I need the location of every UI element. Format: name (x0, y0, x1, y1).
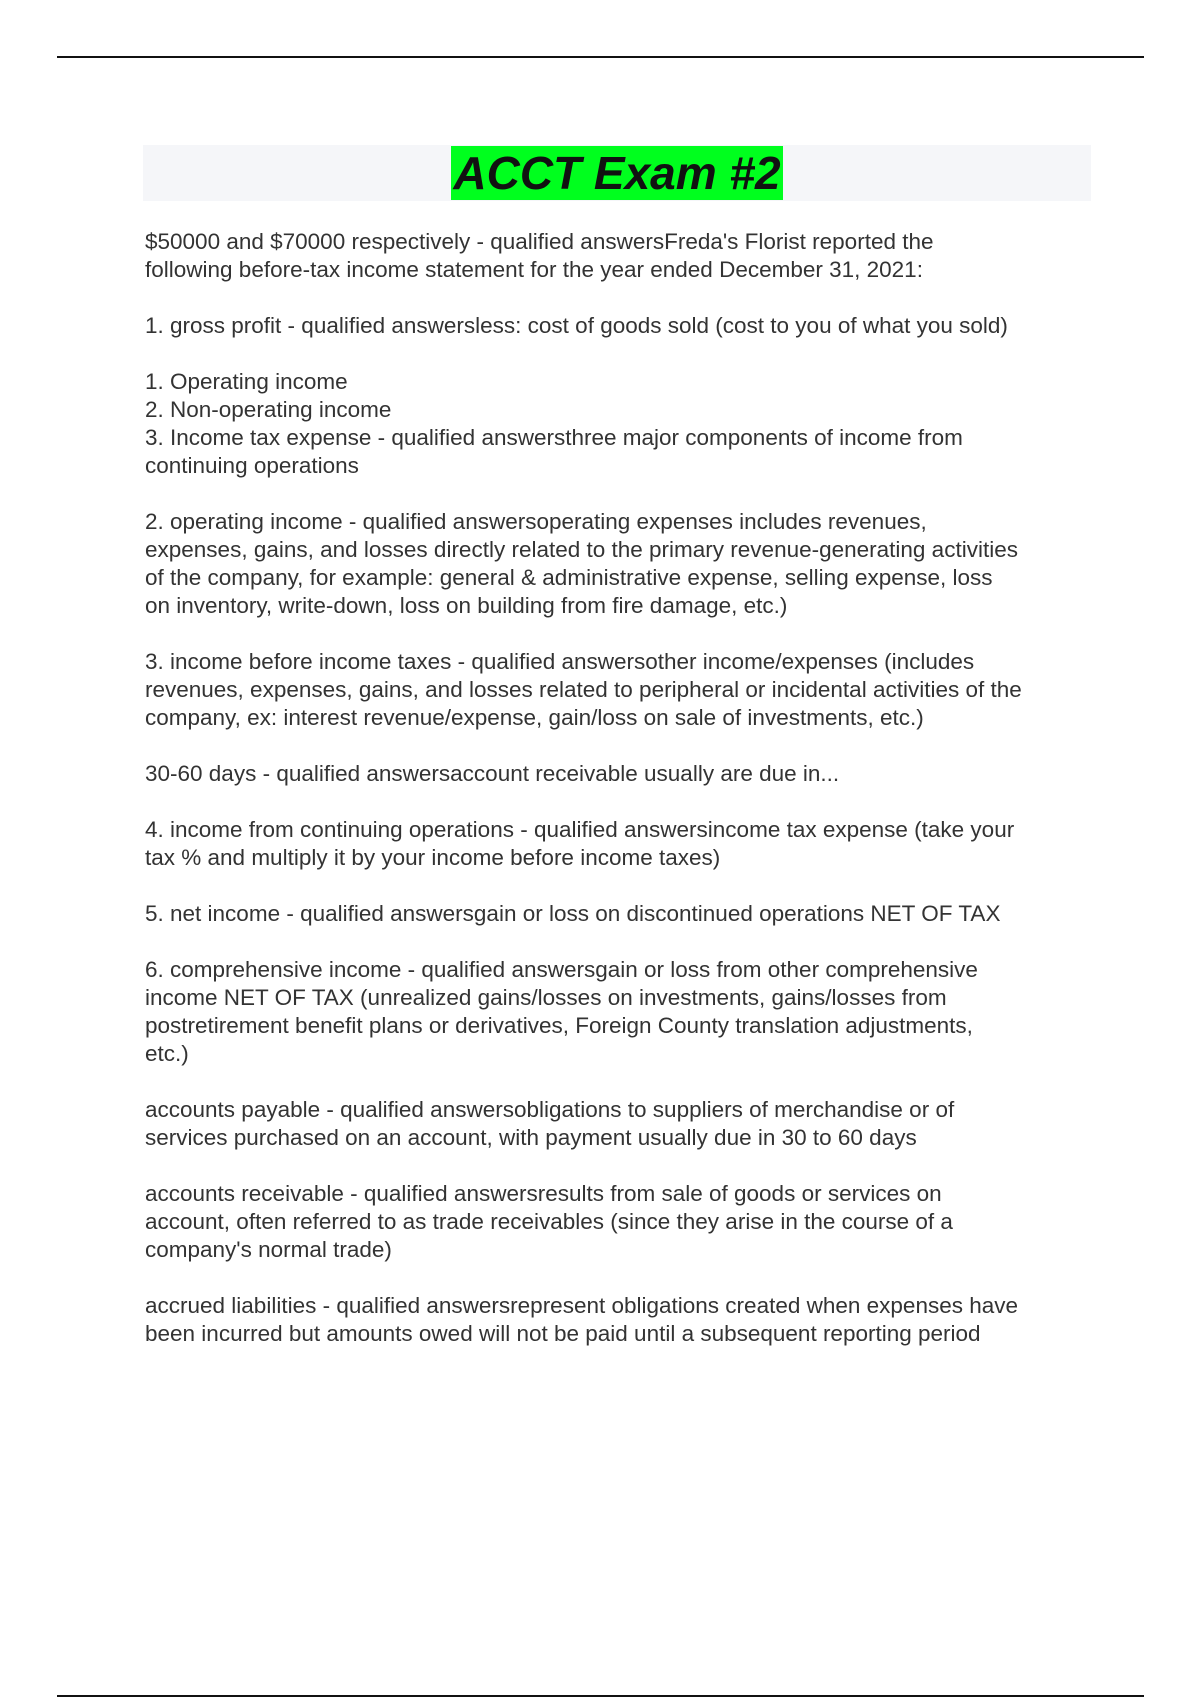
document-body (145, 228, 1105, 1376)
paragraph-comprehensive-income: 6. comprehensive income - qualified answersgain or loss from other comprehensive income NET OF TAX (unrealized gains/losses on investments, gains/losses from postretirement benefit plans or derivatives, Foreign County translation adjustments, etc.) (145, 957, 978, 1066)
paragraph-income-before-taxes: 3. income before income taxes - qualified answersother income/expenses (includes revenues, expenses, gains, and losses related to peripheral or incidental activities of the company, ex: interest revenue/expense, gain/loss on sale of investments, etc.) (145, 649, 1022, 730)
paragraph-accrued-liabilities: accrued liabilities - qualified answersrepresent obligations created when expenses have been incurred but amounts owed will not be paid until a subsequent reporting period (145, 1293, 1019, 1346)
paragraph-30-60-days: 30-60 days - qualified answersaccount receivable usually are due in... (145, 761, 840, 786)
top-rule (57, 56, 1144, 58)
paragraph-continuing-operations: 4. income from continuing operations - qualified answersincome tax expense (take your tax % and multiply it by your income before income taxes) (145, 817, 1015, 870)
paragraph-gross-profit: 1. gross profit - qualified answersless: cost of goods sold (cost to you of what you sold) (145, 313, 1008, 338)
title-band (143, 145, 1091, 201)
paragraph-freda-florist: $50000 and $70000 respectively - qualified answersFreda's Florist reported the following before-tax income statement for the year ended December 31, 2021: (145, 229, 934, 282)
page-title: ACCT Exam #2 (453, 147, 781, 199)
paragraph-operating-income: 2. operating income - qualified answersoperating expenses includes revenues, expenses, gains, and losses directly related to the primary revenue-generating activities of the company, for example: general & administrative expense, selling expense, loss on inventory, write-down, loss on building from fire damage, etc.) (145, 509, 1018, 618)
paragraph-accounts-receivable: accounts receivable - qualified answersresults from sale of goods or services on account, often referred to as trade receivables (since they arise in the course of a company's normal trade) (145, 1181, 953, 1262)
bottom-rule (57, 1695, 1144, 1697)
paragraph-income-components: 1. Operating income 2. Non-operating income 3. Income tax expense - qualified answersthree major components of income from continuing operations (145, 369, 963, 478)
paragraph-accounts-payable: accounts payable - qualified answersobligations to suppliers of merchandise or of services purchased on an account, with payment usually due in 30 to 60 days (145, 1097, 955, 1150)
paragraph-net-income: 5. net income - qualified answersgain or loss on discontinued operations NET OF TAX (145, 901, 1001, 926)
